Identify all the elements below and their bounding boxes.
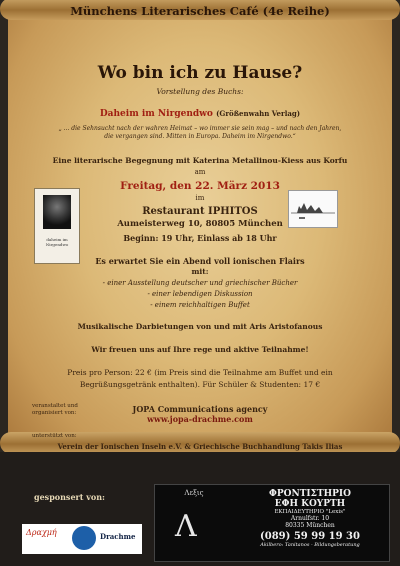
drachme-logo-latin: Drachme xyxy=(100,532,136,541)
support-text: Verein der Ionischen Inseln e.V. & Griechische Buchhandlung Takis Ilias xyxy=(57,442,343,451)
lexis-phone[interactable]: (089) 59 99 19 30 xyxy=(260,531,360,542)
organizer-name: JOPA Communications agency xyxy=(132,404,268,414)
lexis-title-2: ΕΦΗ ΚΟΥΡΤΗ xyxy=(274,499,346,509)
author-photo xyxy=(43,195,71,229)
program-welcome: Wir freuen uns auf Ihre rege und aktive Teilnahme! xyxy=(91,345,309,354)
program-item-exhibition: - einer Ausstellung deutscher und griechischer Bücher xyxy=(102,279,298,287)
event-time: Beginn: 19 Uhr, Einlass ab 18 Uhr xyxy=(123,233,277,243)
book-title-line xyxy=(0,109,400,119)
lexis-title-1: ΦΡΟΝΤΙΣΤΗΡΙΟ xyxy=(269,489,351,499)
book-presentation-label: Vorstellung des Buchs: xyxy=(156,87,244,96)
book-cover-image xyxy=(34,188,80,264)
price-line-2: Begrüßungsgetränk enthalten). Für Schüler & Studenten: 17 € xyxy=(79,380,321,389)
lexis-tagline: Akilbero: Tanitanos - Bildungsberatung xyxy=(260,542,360,548)
lexis-logo xyxy=(159,489,229,557)
event-date: Freitag, den 22. März 2013 xyxy=(120,180,280,192)
sponsor-label: gesponsert von: xyxy=(34,492,105,502)
lexis-street: Arnulfstr. 10 xyxy=(290,515,330,522)
lexis-logo-letter: Λ xyxy=(175,509,197,544)
program-item-buffet: - einem reichhaltigen Buffet xyxy=(150,301,250,309)
lexis-sponsor-card xyxy=(154,484,390,562)
lexis-city: 80335 München xyxy=(285,522,335,529)
program-item-discussion: - einer lebendigen Diskussion xyxy=(147,290,253,298)
event-address: Aumeisterweg 10, 80805 München xyxy=(117,219,283,229)
organizer-label: veranstaltet und organisiert von: xyxy=(32,403,78,416)
book-title: Daheim im Nirgendwo xyxy=(99,109,213,119)
harbor-sketch-image xyxy=(288,190,338,228)
series-title: Münchens Literarisches Café (4e Reihe) xyxy=(70,4,330,18)
drachme-logo-emblem xyxy=(72,526,96,550)
drachme-logo-greek: Δραχμή xyxy=(26,528,57,537)
book-cover-caption: daheim im Nirgendwo xyxy=(45,237,69,247)
book-publisher: (Größenwahn Verlag) xyxy=(216,109,301,118)
price-line-1: Preis pro Person: 22 € (im Preis sind die Teilnahme am Buffet und ein xyxy=(67,368,333,377)
program-intro: Es erwartet Sie ein Abend voll ionischen Flairs xyxy=(95,256,305,266)
event-intro: Eine literarische Begegnung mit Katerina Metallinou-Kiess aus Korfu xyxy=(52,156,348,165)
event-im: im xyxy=(195,194,205,202)
book-quote-line-1: „ ... die Sehnsucht nach der wahren Heimat – wo immer sie sein mag – und nach den Jahren, xyxy=(58,125,342,132)
book-quote-line-2: die vergangen sind. Mitten in Europa. Daheim im Nirgendwo.“ xyxy=(104,133,296,140)
drachme-logo xyxy=(22,524,142,554)
event-am: am xyxy=(194,168,206,176)
lexis-subtitle: ΕΚΠΑΙΔΕΥΤΗΡΙΟ "Lexis" xyxy=(274,509,346,515)
organizer-website[interactable]: www.jopa-drachme.com xyxy=(147,414,253,424)
event-venue: Restaurant IPHITOS xyxy=(142,206,258,217)
program-with: mit: xyxy=(191,267,209,276)
support-label: unterstützt von: xyxy=(32,433,77,439)
lexis-logo-title: Λεξις xyxy=(184,489,204,497)
event-headline: Wo bin ich zu Hause? xyxy=(97,63,303,83)
lexis-info xyxy=(235,489,385,548)
program-music: Musikalische Darbietungen von und mit Aris Aristofanous xyxy=(77,322,323,331)
